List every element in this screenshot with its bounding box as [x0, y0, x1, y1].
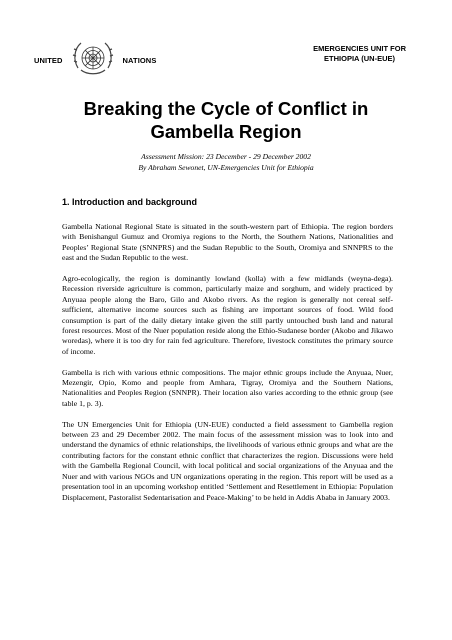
org-name-united: UNITED [34, 55, 63, 65]
report-title [40, 97, 412, 143]
un-emblem-icon [69, 38, 117, 82]
unit-name-line2: ETHIOPIA (UN-EUE) [324, 54, 396, 63]
paragraph-location: Gambella National Regional State is situated in the south-western part of Ethiopia. The region borders with Benishangul Gumuz and Oromiya regions to the North, the Southern Nations, Nationalities and Peoples’ Regional State (SNNPRS) and the Sudan Republic to the South, Oromiya and SNNPRS to the east and the Sudan Republic to the west. [62, 222, 393, 263]
report-title-line1: Breaking the Cycle of Conflict in [83, 98, 369, 119]
unit-name-line1: EMERGENCIES UNIT FOR [313, 44, 406, 53]
mission-dates: Assessment Mission: 23 December - 29 December 2002 [141, 152, 311, 161]
unit-header [313, 44, 406, 64]
un-header [34, 38, 156, 82]
paragraph-ethnic-groups: Gambella is rich with various ethnic compositions. The major ethnic groups include the Anyuaa, Nuer, Mezengir, Opio, Komo and people from Amhara, Tigray, Oromiya and the Southern Nations, Nationalities and Peoples Region (SNNPR). Their location also varies according to the ethnic group (see table 1, p. 3). [62, 367, 393, 408]
author-line: By Abraham Sewonet, UN-Emergencies Unit for Ethiopia [138, 162, 314, 172]
report-meta [40, 152, 412, 173]
paragraph-agro-ecology: Agro-ecologically, the region is dominantly lowland (kolla) with a few midlands (weyna-dega). Recession riverside agriculture is common, particularly maize and sorghum, and widely practiced by Anyuaa people along the Baro, Gilo and Akobo rivers. As the region is generally not cereal self-sufficient, alternative income sources such as fishing are important sources of food. Wild food consumption is part of the daily dietary intake given the still partly untouched bush land and natural forest resources. Most of the Nuer population reside along the Ethio-Sudanese border (Akobo and Jikawo woredas), where it is too dry for rain fed agriculture. Therefore, livestock constitutes the primary source of income. [62, 274, 393, 356]
section-heading: 1. Introduction and background [62, 197, 197, 207]
report-title-line2: Gambella Region [150, 121, 302, 142]
paragraph-assessment: The UN Emergencies Unit for Ethiopia (UN-EUE) conducted a field assessment to Gambella region between 23 and 29 December 2002. The main focus of the assessment mission was to look into and understand the dynamics of ethnic relationships, the livelihoods of various ethnic groups and what are the contributing factors for the constant ethnic conflict that characterizes the region. Discussions were held with the Gambella Regional Council, with local political and social organizations of the Anyuaa and the Nuer and with various NGOs and UN organizations operating in the region. This report will be used as a presentation tool in an upcoming workshop entitled ‘Settlement and Resettlement in Ethiopia: Population Displacement, Pastoralist Sedentarisation and Peace-Making’ to be held in Addis Ababa in January 2003. [62, 419, 393, 502]
body-text [62, 222, 393, 513]
org-name-nations: NATIONS [122, 55, 157, 65]
